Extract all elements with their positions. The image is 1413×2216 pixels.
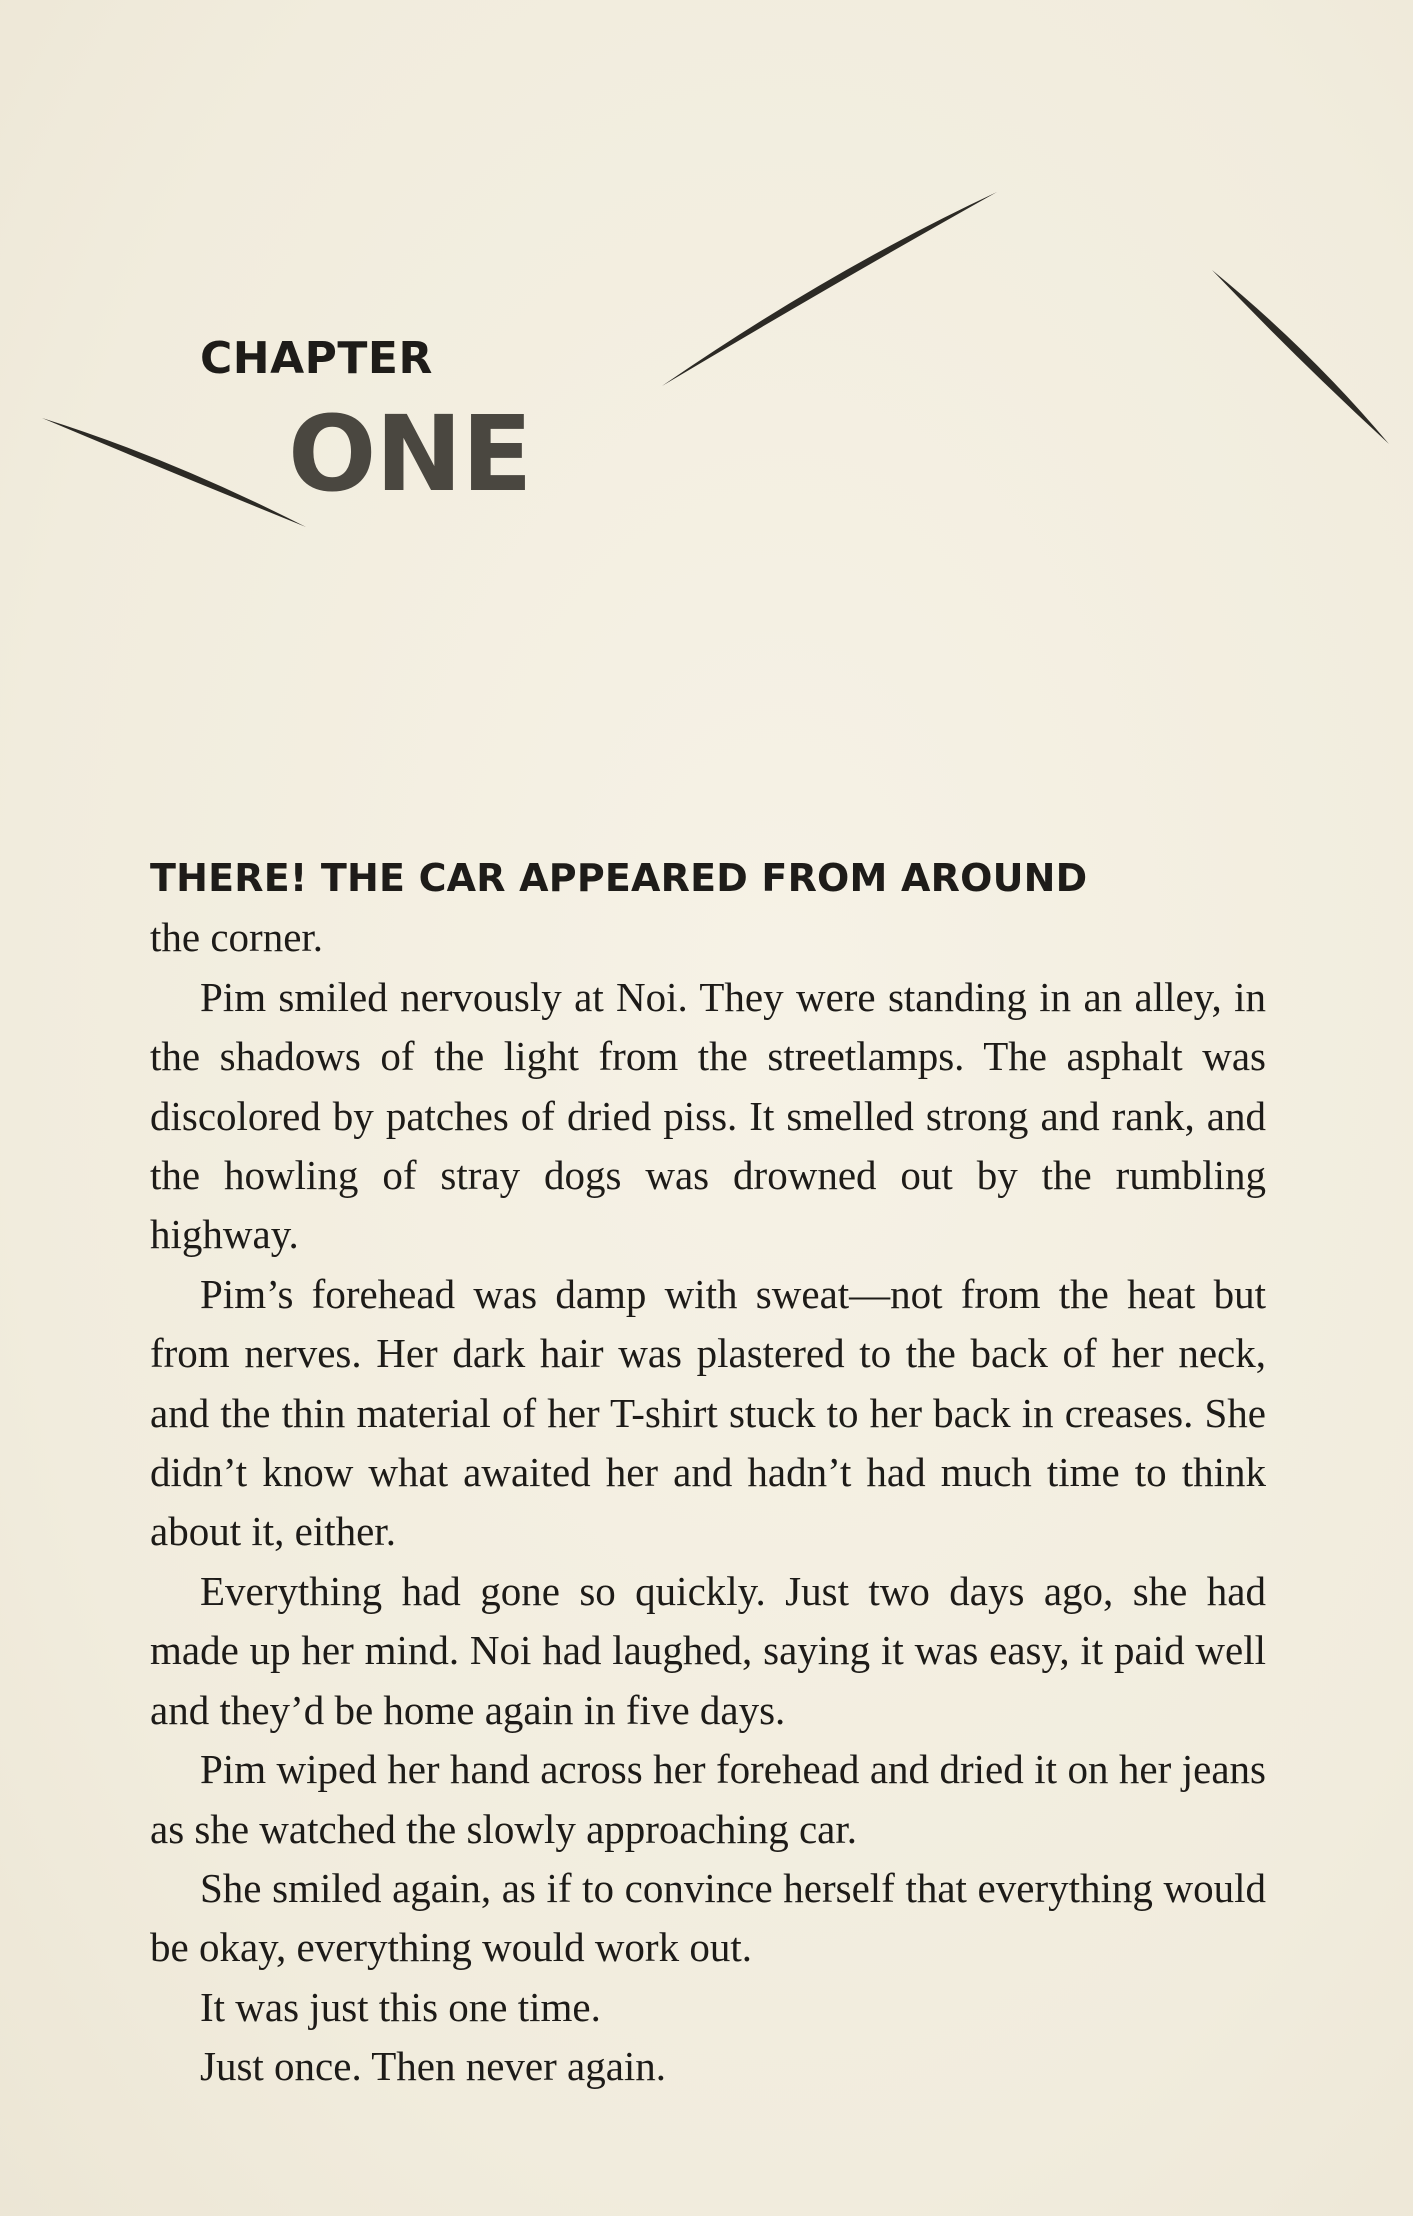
paragraph: Everything had gone so quickly. Just two days ago, she had made up her mind. Noi had laughed, saying it was easy, it paid well and they’d be home again in five days. [150, 1567, 1266, 1733]
lead-in-continuation: the corner. [150, 914, 324, 961]
paragraph: It was just this one time. [200, 1983, 601, 2030]
paragraph: Pim wiped her hand across her forehead and dried it on her jeans as she watched the slowly approaching car. [150, 1746, 1266, 1852]
paragraph: She smiled again, as if to convince herself that everything would be okay, everything would work out. [150, 1864, 1266, 1971]
paragraph: Pim smiled nervously at Noi. They were standing in an alley, in the shadows of the light from the streetlamps. The asphalt was discolored by patches of dried piss. It smelled strong and rank, and the howling of stray dogs was drowned out by the rumbling highway. [150, 973, 1266, 1258]
paragraph: Pim’s forehead was damp with sweat—not from the heat but from nerves. Her dark hair was plastered to the back of her neck, and the thin material of her T-shirt stuck to her back in creases. She didn’t know what awaited her and hadn’t had much time to think about it, either. [150, 1270, 1266, 1555]
opening-paragraph [150, 848, 1266, 968]
chapter-number: ONE [288, 393, 532, 515]
lead-in-text: THERE! THE CAR APPEARED FROM AROUND [150, 856, 1088, 900]
slash-right [1212, 270, 1389, 444]
slash-left [42, 418, 306, 527]
slash-middle [662, 192, 997, 386]
chapter-label: CHAPTER [200, 333, 433, 384]
paragraph: Just once. Then never again. [200, 2043, 667, 2090]
chapter-body [150, 848, 1266, 2097]
